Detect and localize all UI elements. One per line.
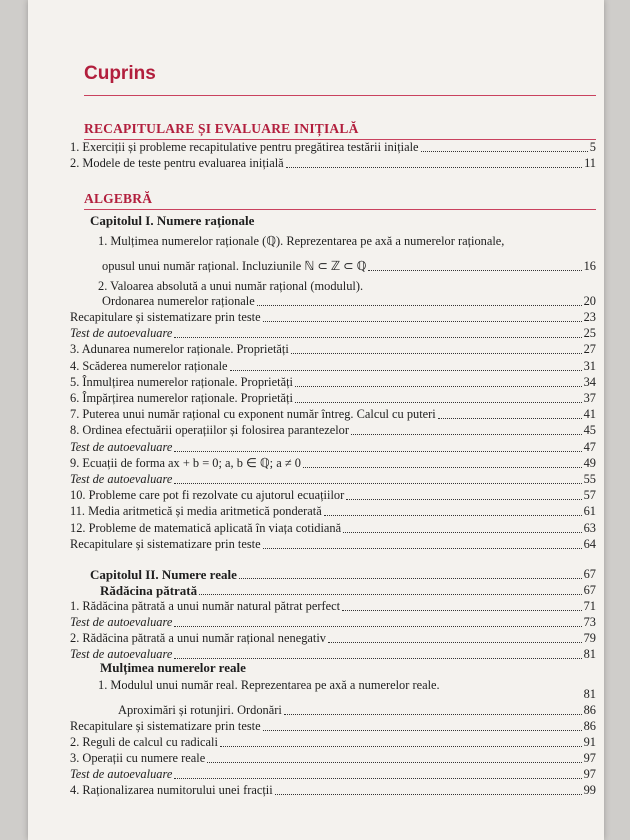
leader-dots: [174, 337, 581, 338]
toc-entry: [28, 153, 596, 171]
toc-entry-text: 2. Reguli de calcul cu radicali: [70, 735, 218, 749]
leader-dots: [343, 532, 582, 533]
toc-entry-page: 57: [583, 488, 596, 503]
chapter-title: Capitolul II. Numere reale: [90, 567, 237, 582]
leader-dots: [257, 305, 582, 306]
toc-entry-page: 97: [583, 751, 596, 765]
toc-entry-text: 1. Rădăcina pătrată a unui număr natural pătrat perfect: [70, 599, 341, 613]
leader-dots: [342, 610, 582, 611]
toc-entry-text: 4. Raționalizarea numitorului unei fracții: [70, 783, 273, 797]
leader-dots: [174, 483, 581, 484]
toc-entry-page: 16: [583, 259, 596, 273]
leader-dots: [174, 658, 581, 659]
toc-entry-text: Recapitulare și sistematizare prin teste: [70, 310, 261, 324]
toc-entry-text: Recapitulare și sistematizare prin teste: [70, 536, 261, 551]
toc-entry-page: 63: [583, 520, 596, 535]
leader-dots: [324, 515, 582, 516]
toc-entry-text: 1. Exerciții și probleme recapitulative pentru pregătirea testării inițiale: [70, 140, 419, 154]
page-title: Cuprins: [84, 63, 156, 84]
leader-dots: [368, 270, 581, 271]
leader-dots: [207, 762, 581, 763]
toc-entry-page: 49: [583, 455, 596, 470]
toc-entry-text: Aproximări și rotunjiri. Ordonări: [118, 703, 282, 717]
toc-entry-text: Test de autoevaluare: [70, 767, 173, 781]
toc-entry-page: 25: [583, 326, 596, 341]
toc-entry-page: 20: [583, 294, 596, 308]
book-page: [28, 0, 604, 840]
toc-entry-page: 86: [583, 719, 596, 733]
toc-entry-page: 81: [583, 647, 596, 661]
toc-entry-page: 64: [583, 536, 596, 551]
toc-entry-text: 11. Media aritmetică și media aritmetică ponderată: [70, 504, 322, 519]
leader-dots: [174, 451, 581, 452]
toc-entry-page: 34: [583, 374, 596, 389]
leader-dots: [263, 548, 582, 549]
toc-entry-page: 67: [583, 583, 596, 597]
toc-entry-page: 79: [583, 631, 596, 645]
toc-entry-page: 73: [583, 615, 596, 629]
subsection-title: Rădăcina pătrată: [100, 583, 198, 598]
section-divider: [84, 209, 596, 210]
toc-entry-page: 11: [584, 156, 596, 170]
subsection-title: Mulțimea numerelor reale: [100, 660, 246, 675]
leader-dots: [328, 642, 582, 643]
section-heading-algebra: ALGEBRĂ: [84, 191, 153, 206]
leader-dots: [303, 467, 582, 468]
leader-dots: [291, 353, 582, 354]
leader-dots: [295, 386, 582, 387]
leader-dots: [275, 794, 582, 795]
toc-entry-page: 55: [583, 472, 596, 486]
toc-entry-page: 71: [583, 599, 596, 613]
toc-entry-text: 12. Probleme de matematică aplicată în viața cotidiană: [70, 520, 342, 535]
toc-entry-page: 47: [583, 439, 596, 454]
toc-entry-text: 7. Puterea unui număr rațional cu exponent număr întreg. Calcul cu puteri: [70, 407, 436, 422]
title-divider: [84, 95, 596, 96]
toc-entry-text: 1. Mulțimea numerelor raționale (ℚ). Reprezentarea pe axă a numerelor raționale,: [98, 234, 505, 248]
leader-dots: [286, 167, 582, 168]
toc-entry-text: 2. Valoarea absolută a unui număr rațional (modulul).: [98, 279, 364, 293]
leader-dots: [263, 321, 582, 322]
leader-dots: [263, 730, 582, 731]
toc-entry-text: 10. Probleme care pot fi rezolvate cu ajutorul ecuațiilor: [70, 488, 345, 503]
toc-entry-page: 23: [583, 310, 596, 324]
toc-entry-text: Test de autoevaluare: [70, 326, 173, 341]
toc-entry-text: opusul unui număr rațional. Incluziunile ℕ ⊂ ℤ ⊂ ℚ: [102, 259, 367, 273]
leader-dots: [230, 370, 582, 371]
toc-entry-text: 6. Împărțirea numerelor raționale. Proprietăți: [70, 391, 293, 405]
toc-entry-page: 37: [583, 391, 596, 405]
toc-entry-page: 91: [583, 735, 596, 749]
toc-entry-page: 45: [583, 423, 596, 438]
leader-dots: [284, 714, 582, 715]
toc-entry-text: Ordonarea numerelor raționale: [102, 294, 255, 308]
leader-dots: [295, 402, 582, 403]
leader-dots: [174, 778, 581, 779]
leader-dots: [239, 578, 582, 579]
leader-dots: [421, 151, 588, 152]
toc-entry: [28, 534, 596, 552]
toc-entry-page: 5: [589, 140, 596, 154]
toc-entry-page: 81: [583, 687, 596, 701]
toc-entry-text: 8. Ordinea efectuării operațiilor și folosirea parantezelor: [70, 423, 350, 438]
toc-entry-text: 1. Modulul unui număr real. Reprezentarea pe axă a numerelor reale.: [98, 678, 440, 692]
leader-dots: [174, 626, 581, 627]
toc-entry-text: 3. Adunarea numerelor raționale. Proprietăți: [70, 342, 289, 357]
toc-entry-text: 2. Rădăcina pătrată a unui număr rațional nenegativ: [70, 631, 326, 645]
toc-entry-text: Test de autoevaluare: [70, 472, 173, 486]
leader-dots: [220, 746, 582, 747]
leader-dots: [346, 499, 581, 500]
toc-entry: [28, 780, 596, 798]
toc-entry-text: 9. Ecuații de forma ax + b = 0; a, b ∈ ℚ; a ≠ 0: [70, 455, 301, 470]
section-heading-recapitulare: RECAPITULARE ȘI EVALUARE INIȚIALĂ: [84, 121, 359, 136]
leader-dots: [199, 594, 581, 595]
toc-entry-text: 4. Scăderea numerelor raționale: [70, 358, 228, 373]
toc-entry-text: 3. Operații cu numere reale: [70, 751, 206, 765]
leader-dots: [438, 418, 582, 419]
toc-entry-text: Recapitulare și sistematizare prin teste: [70, 719, 261, 733]
toc-entry-page: 61: [583, 504, 596, 519]
toc-entry-text: Test de autoevaluare: [70, 615, 173, 629]
toc-entry-page: 86: [583, 703, 596, 717]
toc-entry-text: Test de autoevaluare: [70, 647, 173, 661]
toc-entry-page: 27: [583, 342, 596, 357]
toc-entry-page: 67: [583, 567, 596, 581]
toc-entry: [28, 252, 596, 274]
leader-dots: [351, 434, 582, 435]
toc-entry-page: 99: [583, 783, 596, 797]
chapter-title: Capitolul I. Numere raționale: [90, 213, 255, 228]
toc-entry-text: Test de autoevaluare: [70, 439, 173, 454]
toc-entry-page: 97: [583, 767, 596, 781]
toc-entry-text: 5. Înmulțirea numerelor raționale. Proprietăți: [70, 374, 293, 389]
toc-entry-page: 31: [583, 358, 596, 373]
toc-entry-page: 41: [583, 407, 596, 422]
toc-entry-text: 2. Modele de teste pentru evaluarea inițială: [70, 156, 284, 170]
